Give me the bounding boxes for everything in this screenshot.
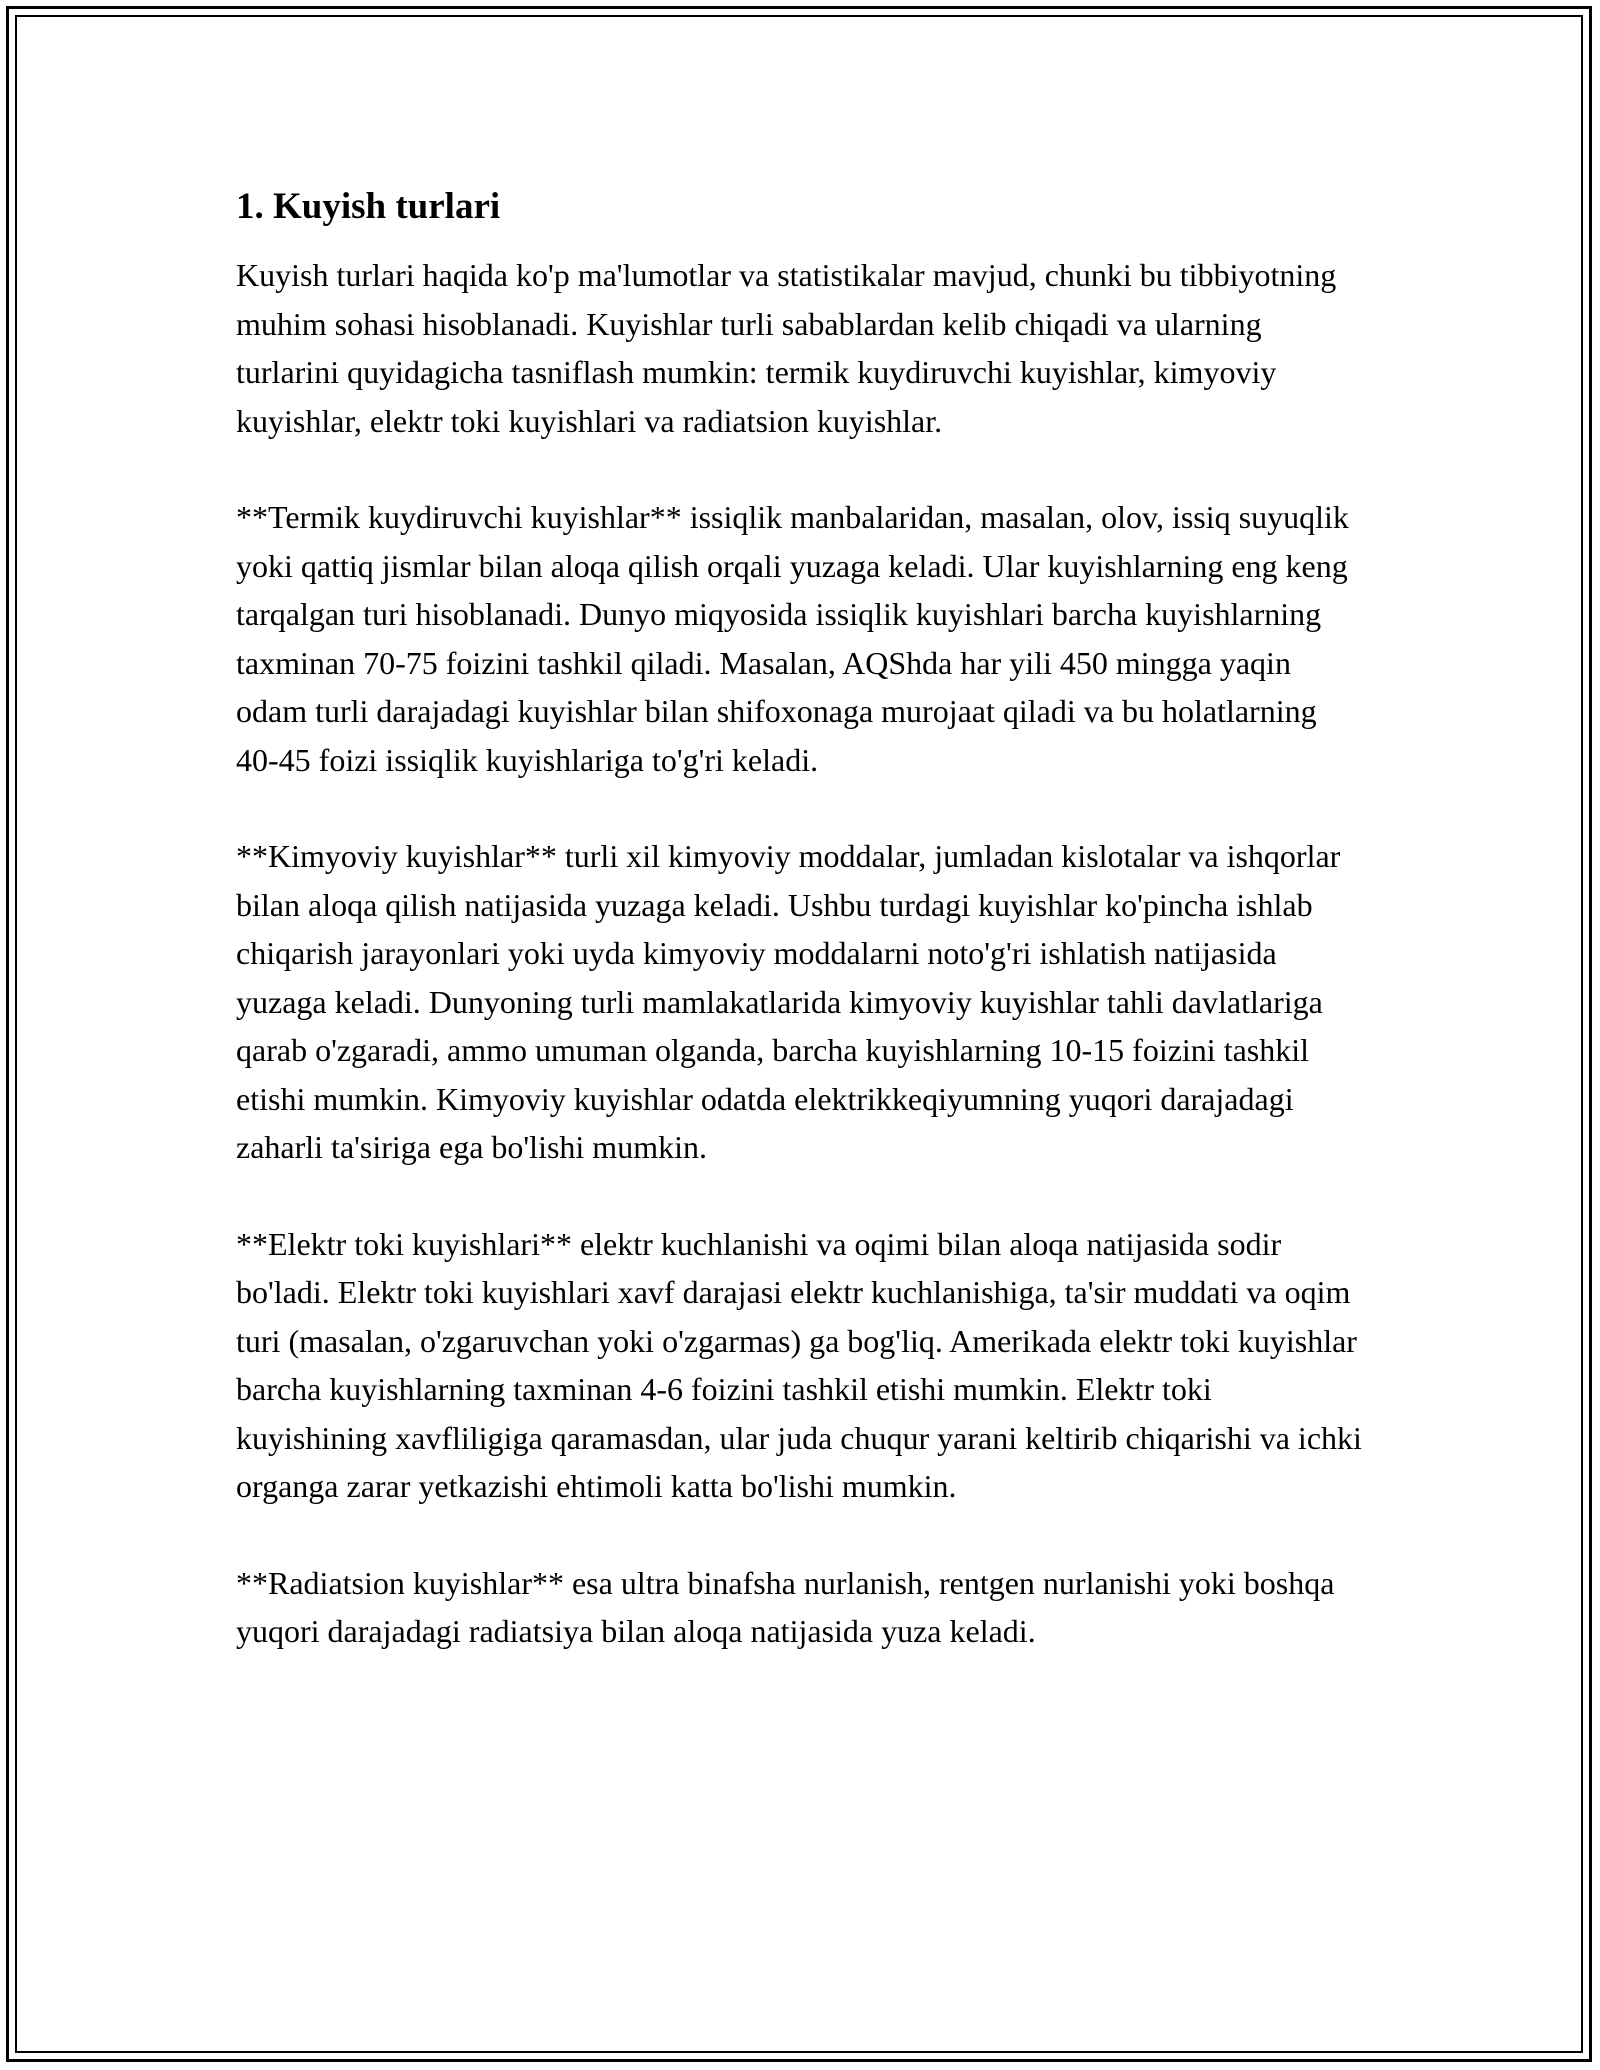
paragraph-electrical-burns: **Elektr toki kuyishlari** elektr kuchlanishi va oqimi bilan aloqa natijasida sodir bo'ladi. Elektr toki kuyishlari xavf darajasi elektr kuchlanishiga, ta'sir muddati va oqim turi (masalan, o'zgaruvchan yoki o'zgarmas) ga bog'liq. Amerikada elektr toki kuyishlar barcha kuyishlarning taxminan 4-6 foizini tashkil etishi mumkin. Elektr toki kuyishining xavfliligiga qaramasdan, ular juda chuqur yarani keltirib chiqarishi va ichki organga zarar yetkazishi ehtimoli katta bo'lishi mumkin.	[236, 1225, 1362, 1504]
paragraph-intro: Kuyish turlari haqida ko'p ma'lumotlar va statistikalar mavjud, chunki bu tibbiyotning muhim sohasi hisoblanadi. Kuyishlar turli sabablardan kelib chiqadi va ularning turlarini quyidagicha tasniflash mumkin: termik kuydiruvchi kuyishlar, kimyoviy kuyishlar, elektr toki kuyishlari va radiatsion kuyishlar.	[236, 257, 1337, 439]
paragraph-thermal-burns: **Termik kuydiruvchi kuyishlar** issiqlik manbalaridan, masalan, olov, issiq suyuqlik yoki qattiq jismlar bilan aloqa qilish orqali yuzaga keladi. Ular kuyishlarning eng keng tarqalgan turi hisoblanadi. Dunyo miqyosida issiqlik kuyishlari barcha kuyishlarning taxminan 70-75 foizini tashkil qiladi. Masalan, AQShda har yili 450 mingga yaqin odam turli darajadagi kuyishlar bilan shifoxonaga murojaat qiladi va bu holatlarning 40-45 foizi issiqlik kuyishlariga to'g'ri keladi.	[236, 499, 1349, 778]
section-heading: 1. Kuyish turlari	[236, 186, 501, 227]
paragraph-chemical-burns: **Kimyoviy kuyishlar** turli xil kimyoviy moddalar, jumladan kislotalar va ishqorlar bilan aloqa qilish natijasida yuzaga keladi. Ushbu turdagi kuyishlar ko'pincha ishlab chiqarish jarayonlari yoki uyda kimyoviy moddalarni noto'g'ri ishlatish natijasida yuzaga keladi. Dunyoning turli mamlakatlarida kimyoviy kuyishlar tahli davlatlariga qarab o'zgaradi, ammo umuman olganda, barcha kuyishlarning 10-15 foizini tashkil etishi mumkin. Kimyoviy kuyishlar odatda elektrikkeqiyumning yuqori darajadagi zaharli ta'siriga ega bo'lishi mumkin.	[236, 838, 1341, 1165]
document-body	[236, 185, 1366, 1704]
paragraph-radiation-burns: **Radiatsion kuyishlar** esa ultra binafsha nurlanish, rentgen nurlanishi yoki boshqa yuqori darajadagi radiatsiya bilan aloqa natijasida yuza keladi.	[236, 1564, 1335, 1649]
